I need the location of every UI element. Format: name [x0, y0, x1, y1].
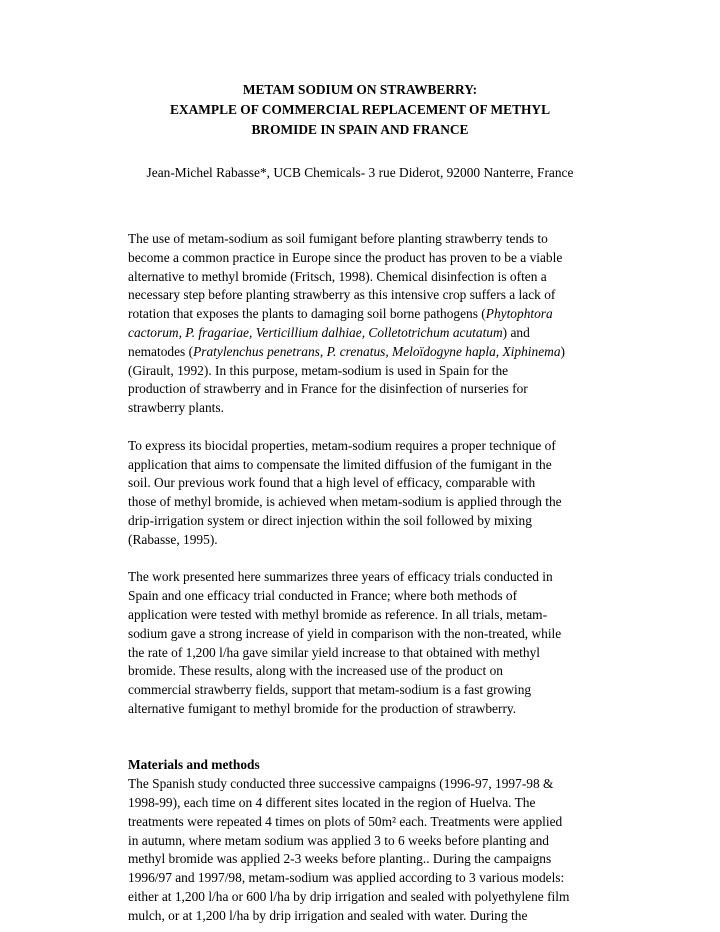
text-line: (Rabasse, 1995).: [128, 531, 218, 547]
section-spacer: [128, 738, 598, 757]
text-line: 1998-99), each time on 4 different sites located in the region of Huelva. The: [128, 794, 536, 810]
text-line: sodium gave a strong increase of yield in comparison with the non-treated, while: [128, 625, 562, 641]
text-line: alternative to methyl bromide (Fritsch, 1998). Chemical disinfection is often a: [128, 268, 547, 284]
text-line: commercial strawberry fields, support that metam-sodium is a fast growing: [128, 682, 532, 698]
text-line: the rate of 1,200 l/ha gave similar yield increase to that obtained with methyl: [128, 644, 541, 660]
text-line: (Girault, 1992). In this purpose, metam-sodium is used in Spain for the: [128, 362, 509, 378]
paragraph-summary: [128, 568, 598, 718]
section-heading: Materials and methods: [128, 757, 260, 773]
title-line-1: METAM SODIUM ON STRAWBERRY:: [242, 82, 478, 97]
text-line: bromide. These results, along with the increased use of the product on: [128, 663, 503, 679]
section-methods: [128, 756, 598, 925]
text-line: [128, 305, 598, 324]
text-line: in autumn, where metam sodium was applied 3 to 6 weeks before planting and: [128, 832, 549, 848]
text-line: mulch, or at 1,200 l/ha by drip irrigation and sealed with water. During the: [128, 907, 528, 923]
paragraph-intro: [128, 230, 598, 418]
text-line: 1996/97 and 1997/98, metam-sodium was applied according to 3 various models:: [128, 870, 565, 886]
text-line: methyl bromide was applied 2-3 weeks before planting.. During the campaigns: [128, 851, 552, 867]
paragraph-technique: [128, 437, 598, 550]
text-line: application were tested with methyl bromide as reference. In all trials, metam-: [128, 606, 548, 622]
text-line: strawberry plants.: [128, 400, 224, 416]
text-line: necessary step before planting strawberry as this intensive crop suffers a lack of: [128, 287, 556, 303]
text-line: become a common practice in Europe since the product has proven to be a viable: [128, 249, 563, 265]
paper-body: [128, 230, 598, 925]
text-segment: rotation that exposes the plants to damaging soil borne pathogens (: [128, 306, 486, 322]
author-affiliation: Jean-Michel Rabasse*, UCB Chemicals- 3 rue Diderot, 92000 Nanterre, France: [146, 165, 574, 180]
text-line: production of strawberry and in France for the disinfection of nurseries for: [128, 381, 528, 397]
text-line: those of methyl bromide, is achieved when metam-sodium is applied through the: [128, 494, 562, 510]
title-line-2: EXAMPLE OF COMMERCIAL REPLACEMENT OF METHYL: [169, 102, 551, 117]
text-line: [128, 324, 598, 343]
text-line: alternative fumigant to methyl bromide for the production of strawberry.: [128, 700, 517, 716]
text-line: [128, 343, 598, 362]
text-line: application that aims to compensate the limited diffusion of the fumigant in the: [128, 456, 552, 472]
text-segment: nematodes (: [128, 343, 194, 359]
text-line: The use of metam-sodium as soil fumigant before planting strawberry tends to: [128, 231, 548, 246]
species-name: Pratylenchus penetrans, P. crenatus, Meloïdogyne hapla, Xiphinema: [193, 343, 561, 359]
text-line: To express its biocidal properties, metam-sodium requires a proper technique of: [128, 437, 556, 453]
text-line: either at 1,200 l/ha or 600 l/ha by drip irrigation and sealed with polyethylene film: [128, 888, 570, 904]
text-line: The work presented here summarizes three years of efficacy trials conducted in: [128, 569, 553, 585]
text-line: The Spanish study conducted three successive campaigns (1996-97, 1997-98 &: [128, 776, 554, 792]
species-name: Phytophtora: [485, 306, 553, 322]
text-line: drip-irrigation system or direct injection within the soil followed by mixing: [128, 512, 532, 528]
text-segment: ) and: [502, 324, 530, 340]
species-name: cactorum, P. fragariae, Verticillium dalhiae, Colletotrichum acutatum: [128, 324, 503, 340]
text-line: treatments were repeated 4 times on plots of 50m² each. Treatments were applied: [128, 813, 563, 829]
paper-title: [120, 80, 600, 140]
text-line: Spain and one efficacy trial conducted in France; where both methods of: [128, 588, 518, 604]
text-segment: ): [560, 343, 565, 359]
text-line: soil. Our previous work found that a high level of efficacy, comparable with: [128, 475, 536, 491]
title-line-3: BROMIDE IN SPAIN AND FRANCE: [251, 122, 469, 137]
